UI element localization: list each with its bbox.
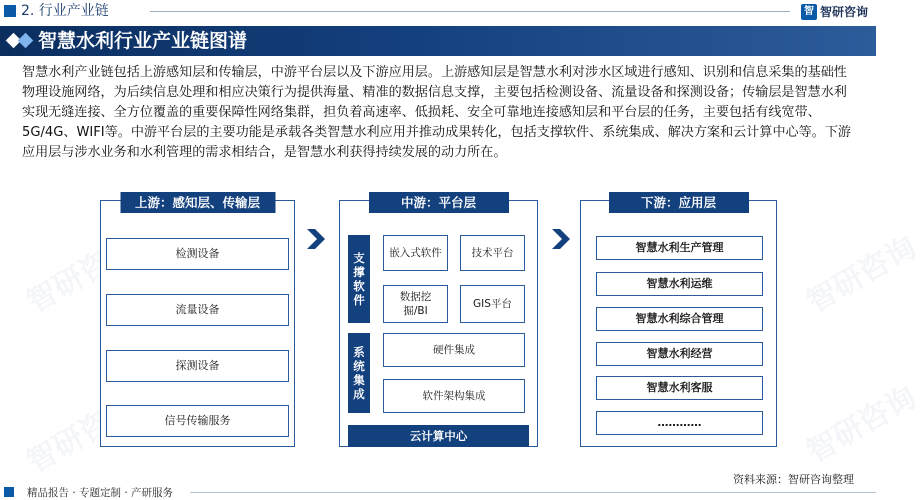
- support-software-label: [348, 235, 370, 323]
- upstream-item: 检测设备: [106, 238, 289, 270]
- brand-name: 智研咨询: [819, 5, 868, 19]
- downstream-item: 智慧水利生产管理: [596, 236, 763, 260]
- top-divider: [150, 11, 790, 12]
- support-label-char: 撑: [353, 265, 365, 279]
- support-item: 嵌入式软件: [383, 235, 448, 271]
- integration-label-char: 统: [353, 359, 365, 373]
- downstream-item: 智慧水利综合管理: [596, 307, 763, 331]
- downstream-item: 智慧水利客服: [596, 376, 763, 400]
- footer: [0, 484, 876, 500]
- flow-arrow-icon: [307, 229, 325, 249]
- top-bar: [0, 0, 876, 22]
- diamond-icon: [18, 33, 34, 49]
- midstream-title: 中游：平台层: [369, 192, 509, 213]
- downstream-column: [580, 195, 777, 447]
- integration-item: 硬件集成: [383, 333, 525, 367]
- system-integration-label: [348, 333, 370, 413]
- upstream-title: 上游：感知层、传输层: [120, 192, 275, 213]
- footer-text: 精品报告 · 专题定制 · 产研服务: [27, 487, 174, 499]
- brand: [801, 3, 868, 20]
- integration-label-char: 系: [353, 345, 365, 359]
- brand-logo-icon: 智: [801, 4, 817, 20]
- upstream-column: [100, 195, 295, 447]
- integration-label-char: 成: [353, 387, 365, 401]
- upstream-item: 流量设备: [106, 294, 289, 326]
- footer-divider: [190, 492, 876, 493]
- page-title: 智慧水利行业产业链图谱: [38, 30, 248, 52]
- downstream-item: 智慧水利运维: [596, 272, 763, 296]
- downstream-title: 下游：应用层: [609, 192, 749, 213]
- upstream-item: 信号传输服务: [106, 405, 289, 437]
- section-marker-icon: [4, 5, 16, 17]
- watermark: 智研咨询: [21, 389, 143, 481]
- watermark: 智研咨询: [21, 229, 143, 321]
- integration-item: 软件架构集成: [383, 379, 525, 413]
- support-label-char: 软: [353, 279, 365, 293]
- support-label-char: 件: [353, 293, 365, 307]
- source-note: 资料来源：智研咨询整理: [733, 473, 854, 486]
- cloud-computing-center: 云计算中心: [348, 425, 529, 447]
- support-item: 数据挖掘/BI: [383, 285, 448, 323]
- midstream-column: [339, 195, 538, 447]
- footer-marker-icon: [4, 487, 14, 497]
- integration-label-char: 集: [353, 373, 365, 387]
- downstream-item: 智慧水利经营: [596, 342, 763, 366]
- support-item: GIS平台: [460, 285, 525, 323]
- support-label-char: 支: [353, 251, 365, 265]
- watermark: 智研咨询: [801, 379, 923, 471]
- title-bar: [0, 26, 876, 56]
- support-item: 技术平台: [460, 235, 525, 271]
- upstream-item: 探测设备: [106, 350, 289, 382]
- watermark: 智研咨询: [801, 229, 923, 321]
- intro-paragraph: 智慧水利产业链包括上游感知层和传输层，中游平台层以及下游应用层。上游感知层是智慧水利对涉水区域进行感知、识别和信息采集的基础性物理设施网络，为后续信息处理和相应决策行为提供海量、精准的数据信息支撑，主要包括检测设备、流量设备和探测设备；传输层是智慧水利实现无缝连接、全方位覆盖的重要保障性网络集群，担负着高速率、低损耗、安全可靠地连接感知层和平台层的任务，主要包括有线宽带、5G/4G、WIFI等。中游平台层的主要功能是承载各类智慧水利应用并推动成果转化，包括支撑软件、系统集成、解决方案和云计算中心等。下游应用层与涉水业务和水利管理的需求相结合，是智慧水利获得持续发展的动力所在。: [22, 65, 852, 160]
- downstream-item: …………: [596, 411, 763, 435]
- section-label: 2. 行业产业链: [21, 3, 109, 19]
- flow-arrow-icon: [552, 229, 570, 249]
